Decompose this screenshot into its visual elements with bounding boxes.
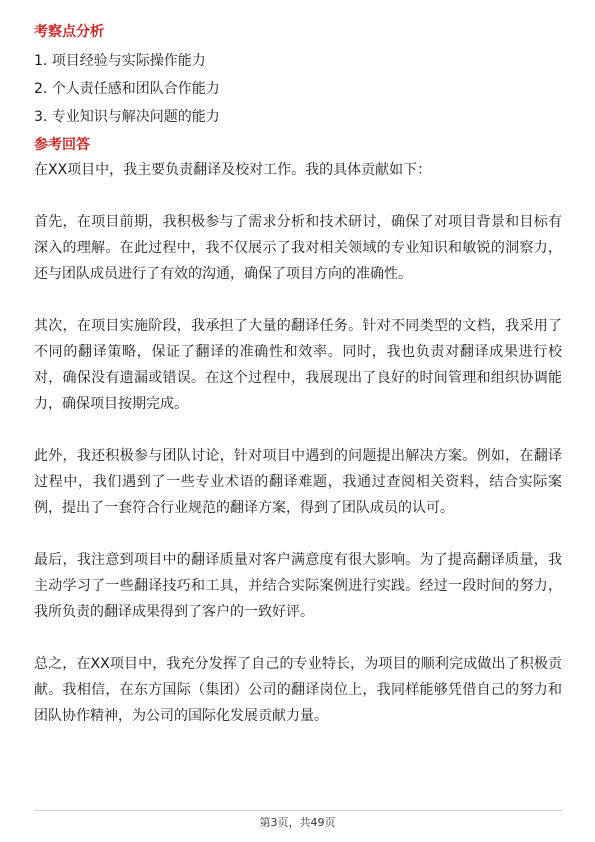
answer-paragraph: 首先，在项目前期，我积极参与了需求分析和技术研讨，确保了对项目背景和目标有深入的理解。在此过程中，我不仅展示了我对相关领域的专业知识和敏锐的洞察力，还与团队成员进行了有效的沟通，确保了项目方向的准确性。: [34, 214, 562, 282]
page-number: 第3页，共49页: [259, 816, 336, 829]
footer-divider: [34, 810, 562, 811]
analysis-point: 3. 专业知识与解决问题的能力: [34, 109, 220, 125]
answer-paragraph: 总之，在XX项目中，我充分发挥了自己的专业特长，为项目的顺利完成做出了积极贡献。我相信，在东方国际（集团）公司的翻译岗位上，我同样能够凭借自己的努力和团队协作精神，为公司的国际化发展贡献力量。: [34, 656, 562, 724]
analysis-heading: 考察点分析: [34, 24, 104, 40]
answer-paragraph: 最后，我注意到项目中的翻译质量对客户满意度有很大影响。为了提高翻译质量，我主动学习了一些翻译技巧和工具，并结合实际案例进行实践。经过一段时间的努力，我所负责的翻译成果得到了客户的一致好评。: [34, 552, 562, 620]
document-body: [34, 22, 562, 729]
answer-heading: 参考回答: [34, 137, 90, 153]
analysis-point: 1. 项目经验与实际操作能力: [34, 53, 206, 69]
answer-body: [34, 157, 562, 729]
answer-paragraph: 此外，我还积极参与团队讨论，针对项目中遇到的问题提出解决方案。例如，在翻译过程中，我们遇到了一些专业术语的翻译难题，我通过查阅相关资料，结合实际案例，提出了一套符合行业规范的翻译方案，得到了团队成员的认可。: [34, 448, 562, 516]
analysis-point-list: [34, 51, 562, 127]
answer-paragraph: 其次，在项目实施阶段，我承担了大量的翻译任务。针对不同类型的文档，我采用了不同的翻译策略，保证了翻译的准确性和效率。同时，我也负责对翻译成果进行校对，确保没有遗漏或错误。在这个过程中，我展现出了良好的时间管理和组织协调能力，确保项目按期完成。: [34, 318, 562, 412]
analysis-point: 2. 个人责任感和团队合作能力: [34, 81, 220, 97]
answer-paragraph: 在XX项目中，我主要负责翻译及校对工作。我的具体贡献如下：: [34, 162, 432, 178]
